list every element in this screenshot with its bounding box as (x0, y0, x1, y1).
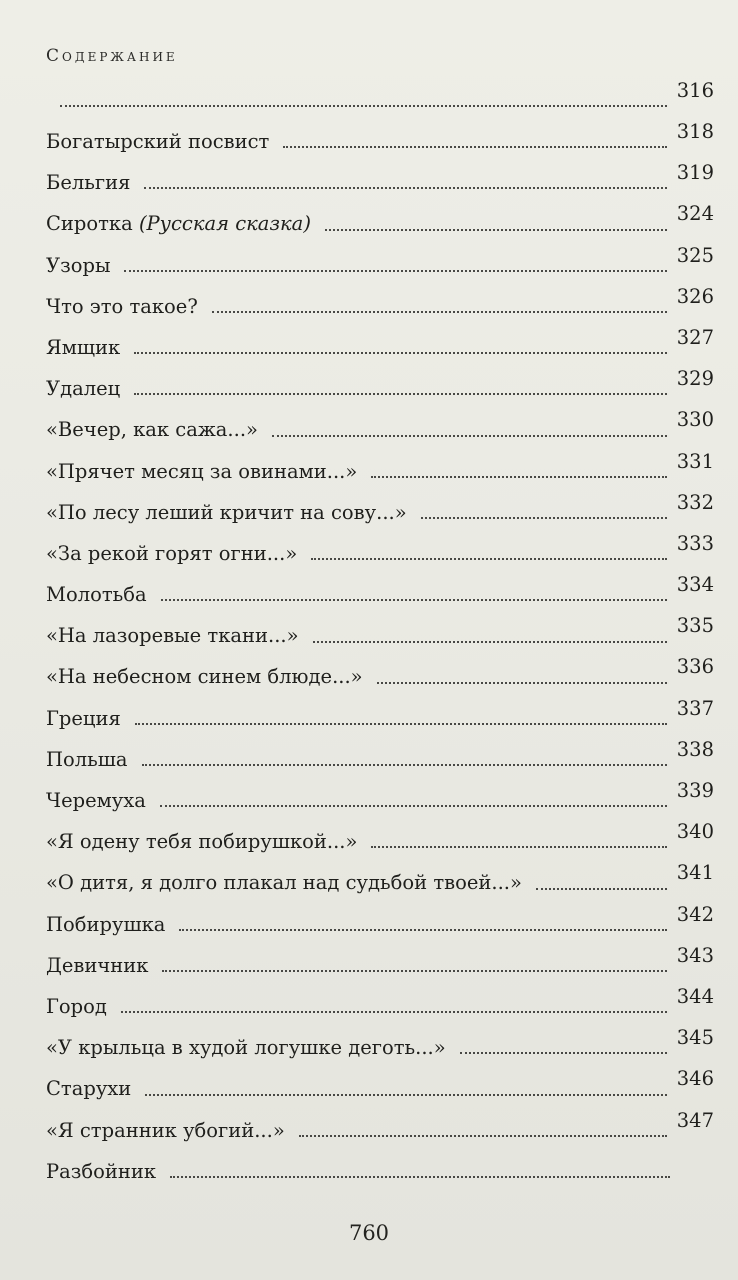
toc-entry-title: Девичник (46, 953, 149, 977)
toc-entry-title: Черемуха (46, 789, 146, 813)
toc-entry (46, 204, 714, 245)
dot-leader (313, 640, 667, 643)
toc-entry-title: Побирушка (46, 912, 166, 936)
dot-leader (134, 392, 667, 395)
toc-entry-page: 324 (676, 202, 714, 226)
toc-entry (46, 533, 714, 574)
toc-entry-title: Польша (46, 747, 128, 771)
toc-entry (46, 80, 714, 121)
toc-entry (46, 780, 714, 821)
toc-entry-page: 332 (676, 490, 714, 514)
toc-entry-page: 333 (676, 531, 714, 555)
toc-entry (46, 1027, 714, 1068)
dot-leader (121, 1010, 667, 1013)
dot-leader (325, 228, 667, 231)
toc-entry (46, 615, 714, 656)
toc-entry-title: «По лесу леший кричит на сову...» (46, 500, 407, 524)
toc-entry-title (46, 214, 321, 234)
toc-entry (46, 410, 714, 451)
toc-entry-title: Что это такое? (46, 294, 198, 318)
dot-leader (161, 598, 667, 601)
dot-leader (160, 804, 667, 807)
toc-entry (46, 368, 714, 409)
dot-leader (212, 310, 667, 313)
toc-entry (46, 286, 714, 327)
toc-entry-page: 330 (676, 408, 714, 432)
toc-entry-page: 347 (676, 1108, 714, 1132)
page-number: 760 (348, 1221, 390, 1245)
toc-entry-title-main: Сиротка (46, 212, 133, 236)
toc-entry (46, 698, 714, 739)
toc-entry-page: 326 (676, 284, 714, 308)
toc-entry-title-note: (Русская сказка) (138, 212, 311, 236)
toc-entry-title: «Я странник убогий...» (46, 1118, 285, 1142)
toc-entry (46, 162, 714, 203)
dot-leader (170, 1175, 670, 1178)
toc-entry-page: 346 (676, 1067, 714, 1091)
toc-entry-page: 327 (676, 325, 714, 349)
toc-entry-page: 336 (676, 655, 714, 679)
dot-leader (179, 928, 666, 931)
toc-entry (46, 821, 714, 862)
section-header: Содержание (46, 46, 178, 66)
toc-entry-page: 331 (676, 449, 714, 473)
dot-leader (272, 434, 667, 437)
toc-entry (46, 657, 714, 698)
toc-entry-title: Узоры (46, 253, 111, 277)
toc-entry-page: 339 (676, 779, 714, 803)
toc-entry-title: Молотьба (46, 583, 147, 607)
toc-entry (46, 574, 714, 615)
dot-leader (135, 722, 667, 725)
toc-entry-title: Разбойник (46, 1159, 157, 1183)
table-of-contents (46, 80, 714, 1192)
dot-leader (144, 186, 666, 189)
toc-entry-page: 345 (676, 1026, 714, 1050)
toc-entry-page: 319 (676, 161, 714, 185)
dot-leader (536, 887, 667, 890)
toc-entry-page: 344 (676, 984, 714, 1008)
toc-entry-page: 334 (676, 573, 714, 597)
dot-leader (162, 969, 666, 972)
toc-entry-title: «На лазоревые ткани...» (46, 624, 299, 648)
toc-entry (46, 121, 714, 162)
toc-entry-title: Бельгия (46, 171, 131, 195)
toc-entry-title: «Вечер, как сажа...» (46, 418, 258, 442)
dot-leader (60, 104, 667, 107)
toc-entry (46, 1069, 714, 1110)
dot-leader (311, 557, 667, 560)
toc-entry-title: «Я одену тебя побирушкой...» (46, 830, 358, 854)
toc-entry (46, 245, 714, 286)
toc-entry (46, 986, 714, 1027)
toc-entry-title: «Прячет месяц за овинами...» (46, 459, 358, 483)
dot-leader (421, 516, 667, 519)
toc-entry-page: 318 (676, 120, 714, 144)
toc-entry (46, 1110, 714, 1151)
toc-entry-title: Греция (46, 706, 121, 730)
toc-entry (46, 1151, 714, 1192)
toc-entry-page: 342 (676, 902, 714, 926)
toc-entry-page: 316 (676, 78, 714, 102)
dot-leader (371, 845, 666, 848)
dot-leader (124, 269, 666, 272)
dot-leader (299, 1134, 667, 1137)
dot-leader (371, 475, 666, 478)
dot-leader (460, 1051, 667, 1054)
dot-leader (377, 681, 667, 684)
toc-entry (46, 739, 714, 780)
toc-entry (46, 451, 714, 492)
dot-leader (283, 145, 666, 148)
toc-entry-title: Город (46, 994, 107, 1018)
toc-entry-page: 337 (676, 696, 714, 720)
toc-entry-page: 329 (676, 367, 714, 391)
toc-entry (46, 945, 714, 986)
toc-entry-page: 341 (676, 861, 714, 885)
toc-entry-page: 343 (676, 943, 714, 967)
toc-entry (46, 904, 714, 945)
toc-entry-title: «У крыльца в худой логушке деготь...» (46, 1036, 446, 1060)
toc-entry (46, 492, 714, 533)
toc-entry-page: 340 (676, 820, 714, 844)
toc-entry-title: «За рекой горят огни...» (46, 541, 298, 565)
toc-entry-title: Старухи (46, 1077, 132, 1101)
toc-entry-page: 338 (676, 737, 714, 761)
toc-entry (46, 863, 714, 904)
dot-leader (145, 1093, 666, 1096)
dot-leader (142, 763, 667, 766)
toc-entry-title: «На небесном синем блюде...» (46, 665, 363, 689)
toc-entry-title: «О дитя, я долго плакал над судьбой твоей...» (46, 871, 522, 895)
toc-entry (46, 327, 714, 368)
toc-entry-title: Удалец (46, 377, 121, 401)
dot-leader (134, 351, 667, 354)
toc-entry-page: 325 (676, 243, 714, 267)
toc-entry-title: Богатырский посвист (46, 130, 270, 154)
toc-entry-page: 335 (676, 614, 714, 638)
toc-entry-title: Ямщик (46, 335, 121, 359)
